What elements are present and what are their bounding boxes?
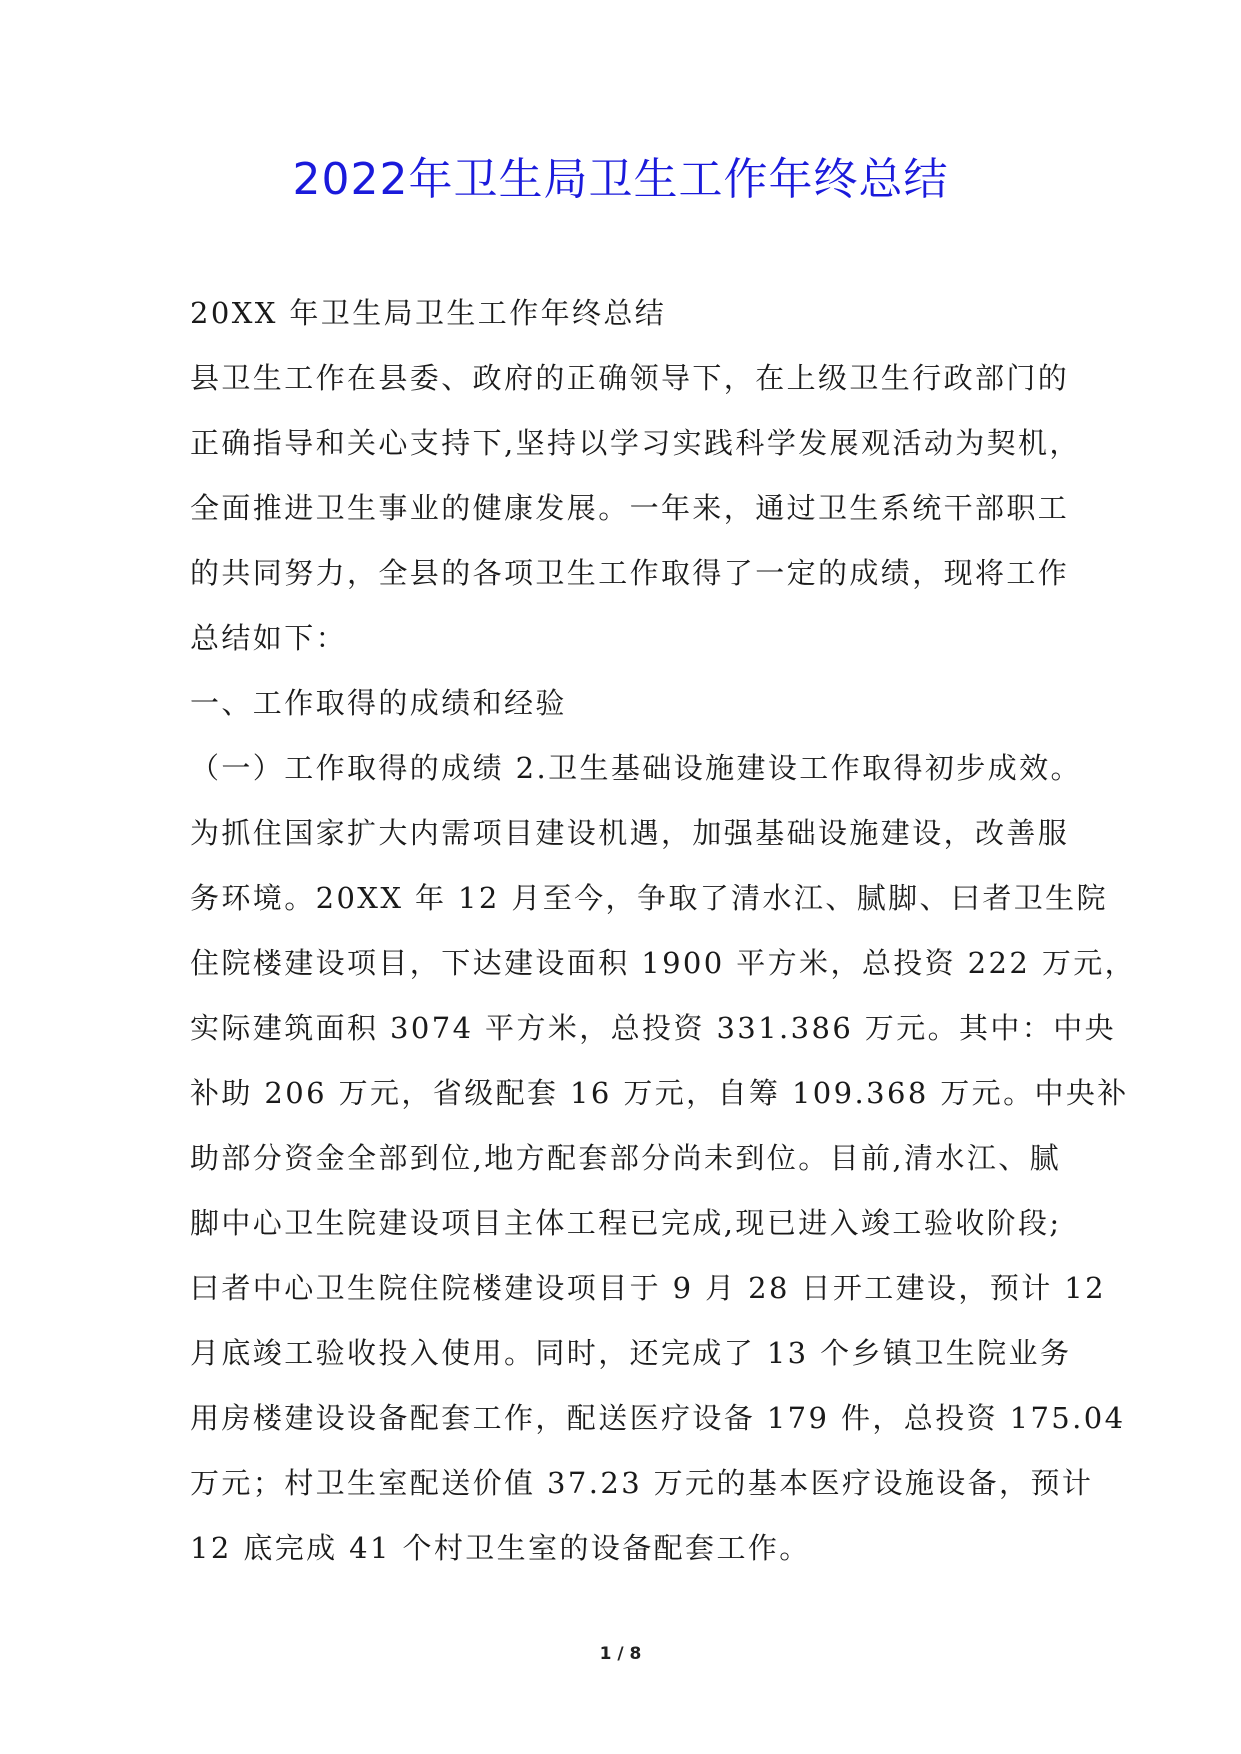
body-line: 住院楼建设项目，下达建设面积 1900 平方米，总投资 222 万元， xyxy=(190,946,1137,980)
body-line: 万元；村卫生室配送价值 37.23 万元的基本医疗设施设备，预计 xyxy=(190,1466,1094,1500)
document-title: 2022年卫生局卫生工作年终总结 xyxy=(292,154,949,205)
body-line: 的共同努力，全县的各项卫生工作取得了一定的成绩，现将工作 xyxy=(190,556,1070,590)
body-line: 补助 206 万元，省级配套 16 万元，自筹 109.368 万元。中央补 xyxy=(190,1076,1129,1110)
body-line: 曰者中心卫生院住院楼建设项目于 9 月 28 日开工建设，预计 12 xyxy=(190,1271,1106,1305)
body-line: 县卫生工作在县委、政府的正确领导下，在上级卫生行政部门的 xyxy=(190,361,1070,395)
body-line: 正确指导和关心支持下,坚持以学习实践科学发展观活动为契机， xyxy=(190,426,1081,460)
body-line: 助部分资金全部到位,地方配套部分尚未到位。目前,清水江、腻 xyxy=(190,1141,1062,1175)
body-line: 全面推进卫生事业的健康发展。一年来，通过卫生系统干部职工 xyxy=(190,491,1070,525)
body-line: 20XX 年卫生局卫生工作年终总结 xyxy=(190,296,667,330)
body-line: （一）工作取得的成绩 2.卫生基础设施建设工作取得初步成效。 xyxy=(190,751,1082,785)
body-line: 总结如下： xyxy=(190,621,348,655)
body-line: 月底竣工验收投入使用。同时，还完成了 13 个乡镇卫生院业务 xyxy=(190,1336,1072,1370)
document-body xyxy=(190,293,1137,1593)
body-line: 务环境。20XX 年 12 月至今，争取了清水江、腻脚、曰者卫生院 xyxy=(190,881,1108,915)
body-line: 12 底完成 41 个村卫生室的设备配套工作。 xyxy=(190,1531,811,1565)
body-line: 用房楼建设设备配套工作，配送医疗设备 179 件，总投资 175.04 xyxy=(190,1401,1126,1435)
body-line: 脚中心卫生院建设项目主体工程已完成,现已进入竣工验收阶段; xyxy=(190,1206,1062,1240)
section-heading: 一、工作取得的成绩和经验 xyxy=(190,686,567,720)
body-line: 实际建筑面积 3074 平方米，总投资 331.386 万元。其中：中央 xyxy=(190,1011,1116,1045)
page-number: 1 / 8 xyxy=(599,1644,642,1664)
body-line: 为抓住国家扩大内需项目建设机遇，加强基础设施建设，改善服 xyxy=(190,816,1070,850)
